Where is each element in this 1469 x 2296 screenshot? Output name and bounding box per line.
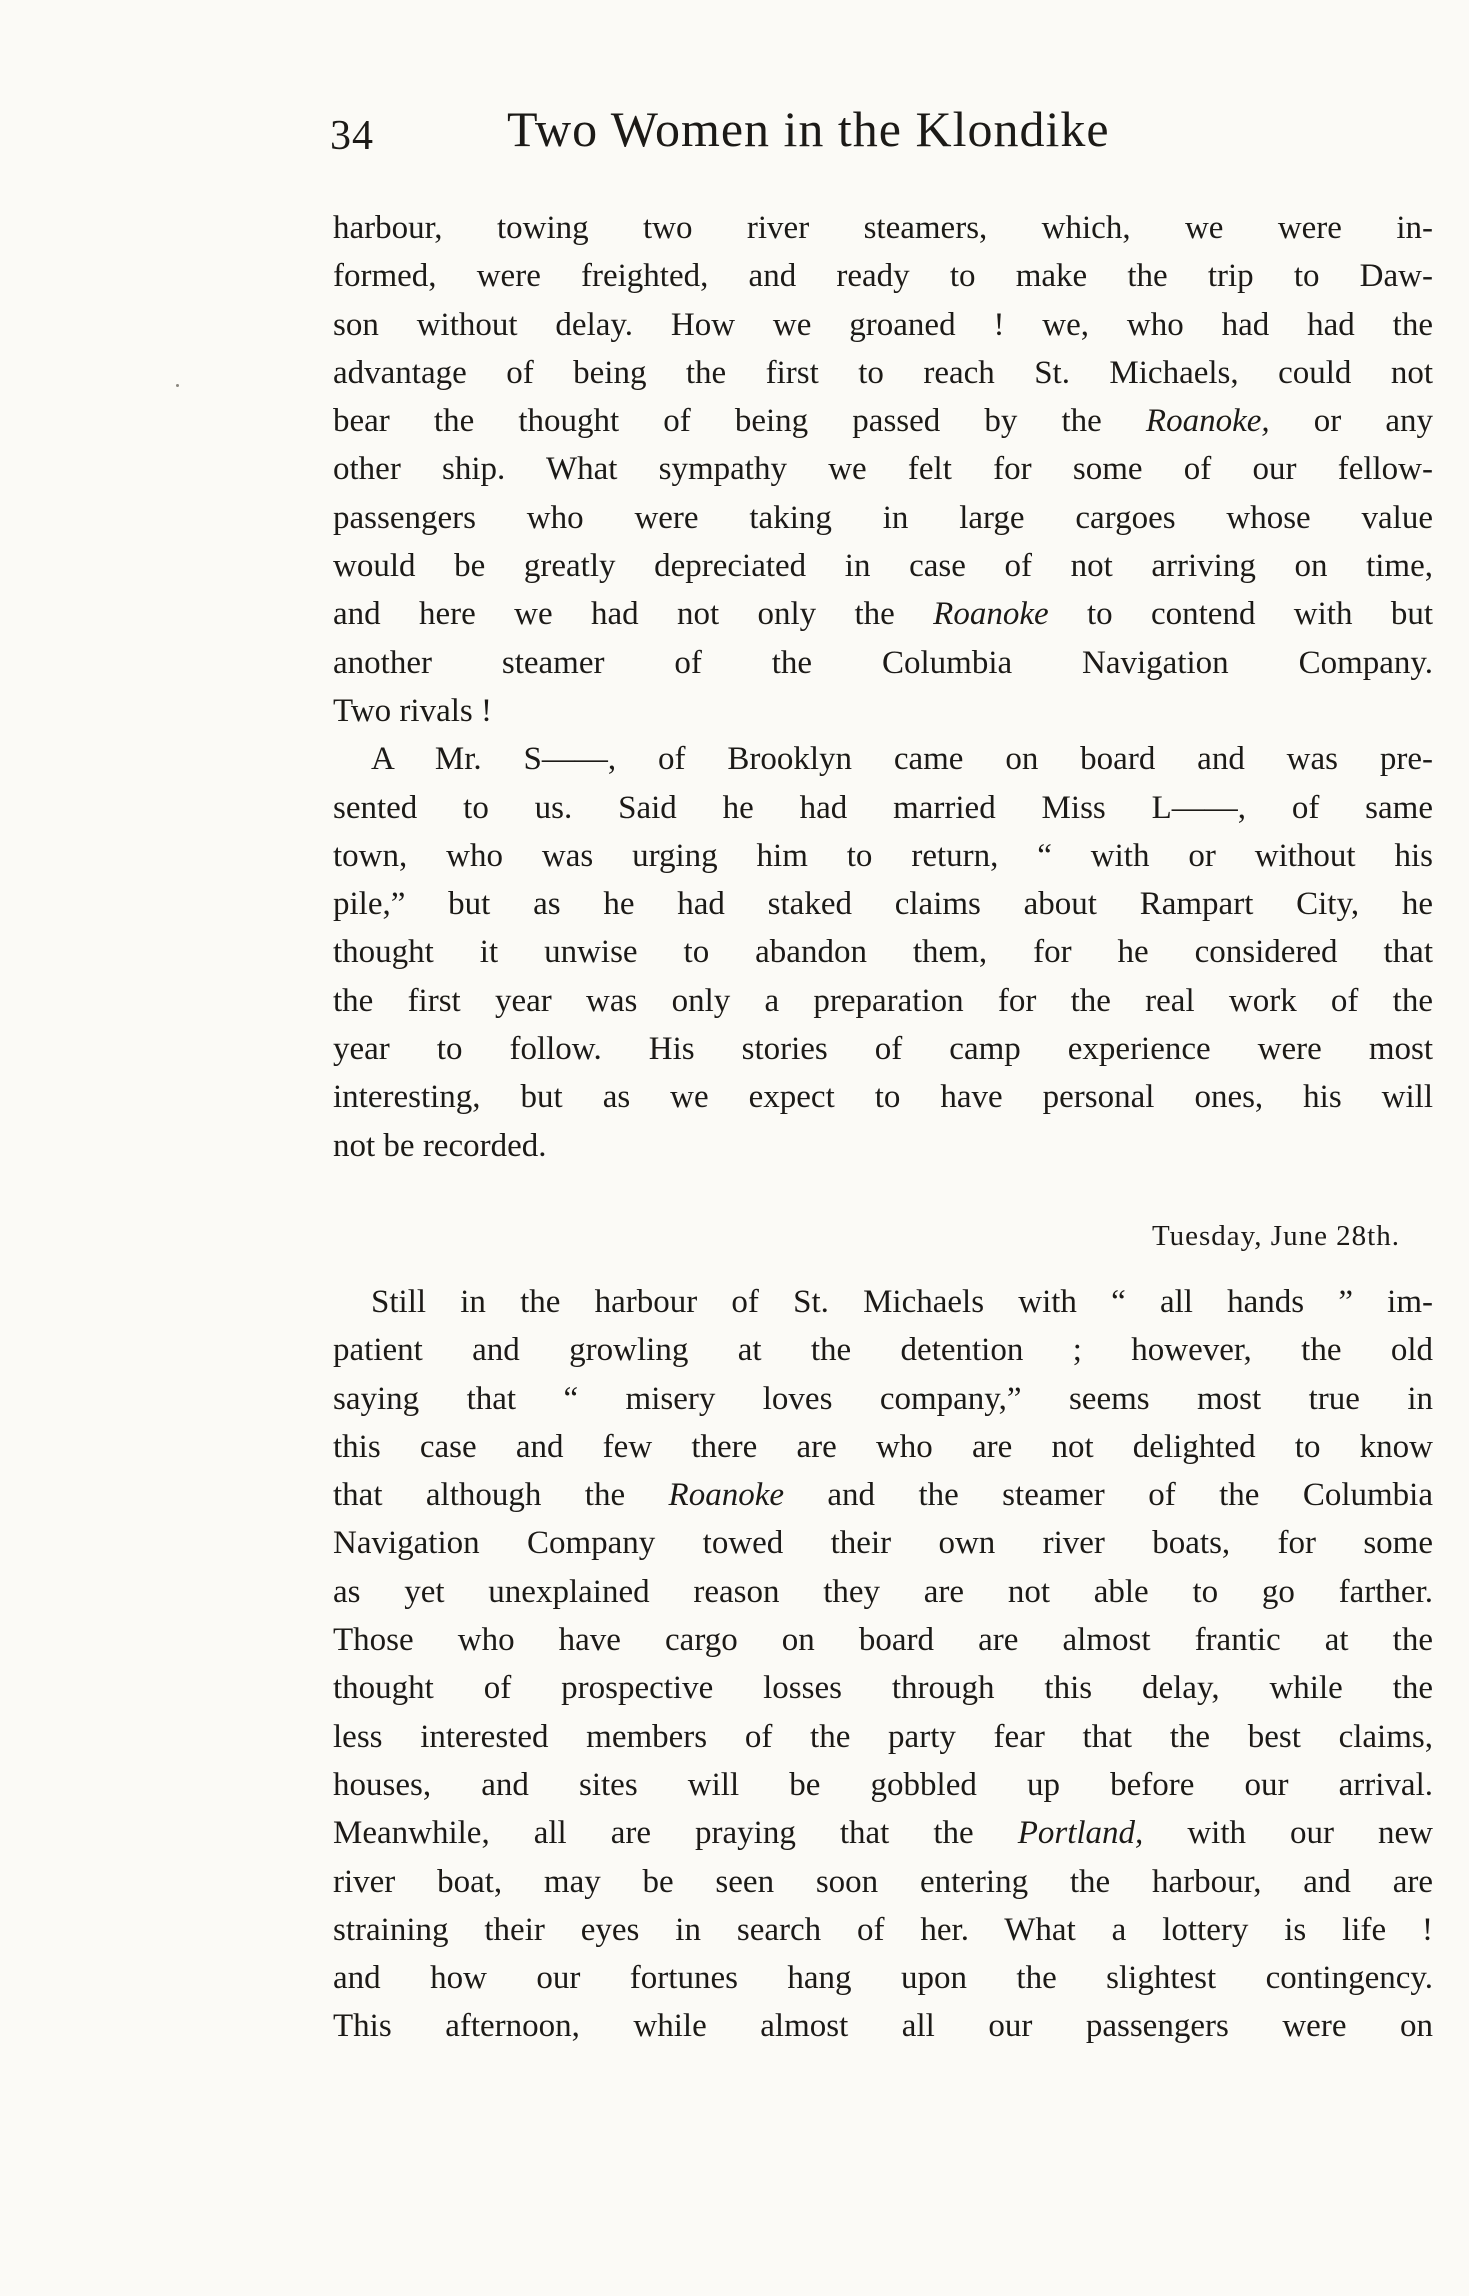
text-line: straining their eyes in search of her. What a lottery is life ! xyxy=(333,1911,1433,1948)
text-line: houses, and sites will be gobbled up before our arrival. xyxy=(333,1766,1433,1803)
page-title: Two Women in the Klondike xyxy=(507,101,1110,157)
text-line: passengers who were taking in large cargoes whose value xyxy=(333,499,1433,536)
ship-name-portland: Portland, xyxy=(1017,1815,1144,1852)
text-line xyxy=(333,1809,1433,1857)
text-line: river boat, may be seen soon entering the harbour, and are xyxy=(333,1863,1433,1900)
text-line: another steamer of the Columbia Navigation Company. xyxy=(333,644,1433,681)
text-run: with our new xyxy=(1143,1815,1433,1852)
text-line: Still in the harbour of St. Michaels with “ all hands ” im- xyxy=(371,1284,1433,1320)
text-line: as yet unexplained reason they are not able to go farther. xyxy=(333,1573,1433,1610)
running-head xyxy=(330,100,1330,170)
paragraph-3 xyxy=(333,1278,1433,2051)
text-line: Two rivals ! xyxy=(333,692,492,729)
text-line: formed, were freighted, and ready to make the trip to Daw- xyxy=(333,258,1433,295)
text-run: or any xyxy=(1269,403,1433,440)
text-line: This afternoon, while almost all our passengers were on xyxy=(333,2008,1433,2045)
text-line: sented to us. Said he had married Miss L——, of same xyxy=(333,789,1433,826)
ship-name-roanoke: Roanoke, xyxy=(1145,403,1270,440)
paragraph-1 xyxy=(333,204,1433,735)
body-text-upper xyxy=(333,204,1433,1170)
margin-speck xyxy=(176,384,179,387)
text-line: advantage of being the first to reach St. Michaels, could not xyxy=(333,354,1433,391)
text-line: not be recorded. xyxy=(333,1127,547,1164)
text-line: pile,” but as he had staked claims about Rampart City, he xyxy=(333,886,1433,923)
text-line: and how our fortunes hang upon the slightest contingency. xyxy=(333,1960,1433,1997)
diary-dateline: Tuesday, June 28th. xyxy=(1151,1220,1400,1252)
text-line: Navigation Company towed their own river boats, for some xyxy=(333,1525,1433,1562)
text-run: and here we had not only the xyxy=(333,596,934,633)
text-run: Meanwhile, all are praying that the xyxy=(333,1815,1018,1852)
text-run: bear the thought of being passed by the xyxy=(333,403,1146,440)
text-run: and the steamer of the Columbia xyxy=(783,1477,1433,1514)
ship-name-roanoke: Roanoke xyxy=(668,1477,784,1514)
body-text-lower xyxy=(333,1278,1433,2051)
paragraph-2 xyxy=(333,735,1433,1170)
ship-name-roanoke: Roanoke xyxy=(933,596,1049,633)
text-line: would be greatly depreciated in case of not arriving on time, xyxy=(333,548,1433,585)
text-line: other ship. What sympathy we felt for some of our fellow- xyxy=(333,451,1433,488)
text-line: son without delay. How we groaned ! we, who had had the xyxy=(333,306,1433,343)
text-line xyxy=(333,397,1433,445)
text-line: saying that “ misery loves company,” seems most true in xyxy=(333,1380,1433,1417)
text-line: thought of prospective losses through this delay, while the xyxy=(333,1670,1433,1707)
text-line: patient and growling at the detention ; however, the old xyxy=(333,1332,1433,1369)
text-line: this case and few there are who are not delighted to know xyxy=(333,1428,1433,1465)
text-run: that although the xyxy=(333,1477,669,1514)
text-line xyxy=(333,1471,1433,1519)
text-line: interesting, but as we expect to have personal ones, his will xyxy=(333,1079,1433,1116)
text-run: to contend with but xyxy=(1048,596,1433,633)
text-line: Those who have cargo on board are almost frantic at the xyxy=(333,1622,1433,1659)
text-line: harbour, towing two river steamers, which, we were in- xyxy=(333,210,1433,246)
text-line: town, who was urging him to return, “ with or without his xyxy=(333,837,1433,874)
text-line xyxy=(333,590,1433,638)
text-line: thought it unwise to abandon them, for he considered that xyxy=(333,934,1433,971)
page-number: 34 xyxy=(330,113,374,159)
text-line: year to follow. His stories of camp experience were most xyxy=(333,1031,1433,1068)
text-line: the first year was only a preparation for the real work of the xyxy=(333,982,1433,1019)
text-line: A Mr. S——, of Brooklyn came on board and was pre- xyxy=(371,741,1433,778)
text-line: less interested members of the party fear that the best claims, xyxy=(333,1718,1433,1755)
